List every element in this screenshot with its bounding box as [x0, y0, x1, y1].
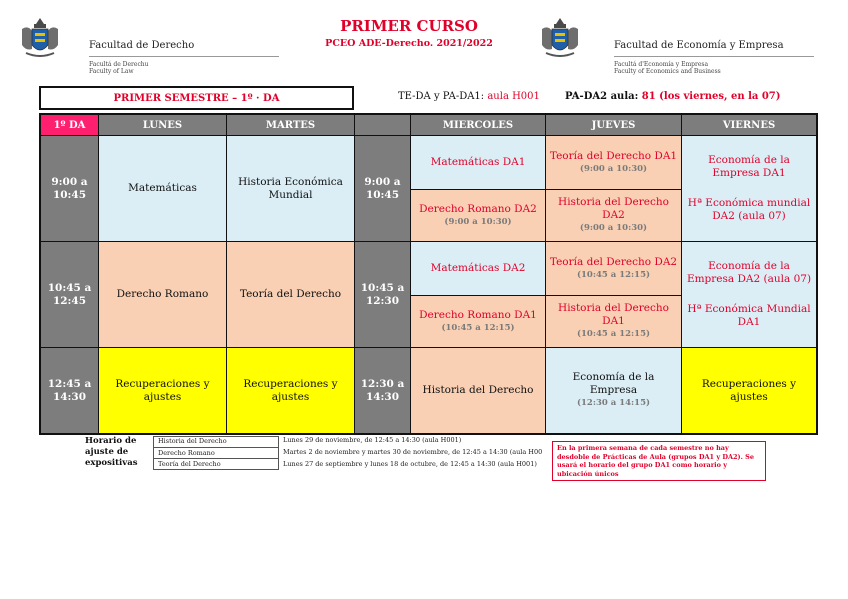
day-header-viernes: VIERNES [682, 115, 816, 135]
adjustment-subjects [153, 436, 279, 470]
adjustment-label: Horario de ajuste de expositivas [85, 436, 138, 468]
adjustment-date-3: Lunes 27 de septiembre y lunes 18 de octubre, de 12:45 a 14:30 (aula H001) [283, 460, 537, 468]
time-slot-3-right: 12:30 a 14:30 [355, 348, 410, 433]
adjustment-subject-1: Historia del Derecho [158, 437, 227, 445]
class-fri-1b: Hª Económica mundial DA2 (aula 07) [687, 196, 811, 222]
time-slot-1-left: 9:00 a 10:45 [41, 136, 98, 241]
time-slot-3-left: 12:45 a 14:30 [41, 348, 98, 433]
adjustment-date-1: Lunes 29 de noviembre, de 12:45 a 14:30 (aula H001) [283, 436, 462, 444]
time-header-right [355, 115, 410, 135]
room2-value: 81 (los viernes, en la 07) [641, 91, 781, 102]
semester-box: PRIMER SEMESTRE – 1º · DA [39, 86, 354, 110]
class-thu-1b [546, 190, 681, 241]
class-thu-2b-title: Historia del Derecho DA1 [558, 302, 669, 327]
class-thu-2b [546, 296, 681, 347]
class-thu-1a-time: (9:00 a 10:30) [579, 163, 648, 174]
subject-divider-1 [154, 447, 278, 448]
right-faculty-name: Facultad de Economía y Empresa [614, 40, 784, 51]
class-thu-2b-time: (10:45 a 12:15) [576, 329, 651, 339]
class-mon-3: Recuperaciones y ajustes [99, 348, 226, 433]
right-header-rule [614, 56, 814, 57]
room-info-2 [565, 91, 780, 102]
room1-value: aula H001 [487, 91, 540, 102]
class-thu-1a [546, 136, 681, 189]
class-tue-3: Recuperaciones y ajustes [227, 348, 354, 433]
adjustment-subject-3: Teoría del Derecho [158, 460, 221, 468]
class-thu-1a-title: Teoría del Derecho DA1 [549, 149, 678, 162]
class-fri-1a: Economía de la Empresa DA1 [708, 154, 790, 180]
room2-label: PA-DA2 aula: [565, 91, 642, 102]
day-header-lunes: LUNES [99, 115, 226, 135]
timetable [39, 113, 818, 435]
class-thu-1b-title: Historia del Derecho DA2 [558, 196, 669, 221]
class-mon-2: Derecho Romano [99, 242, 226, 347]
class-wed-1b [411, 190, 545, 241]
class-thu-3-title: Economía de la Empresa [572, 371, 655, 396]
university-crest-left-icon [18, 15, 62, 61]
class-wed-2b [411, 296, 545, 347]
class-wed-3: Historia del Derecho [411, 348, 545, 433]
adjustment-subject-2: Derecho Romano [158, 449, 215, 457]
subject-divider-2 [154, 458, 278, 459]
class-fri-2 [682, 242, 816, 347]
right-faculty-sub2: Faculty of Economics and Business [614, 68, 721, 75]
group-label: 1º DA [41, 115, 98, 135]
class-mon-1: Matemáticas [99, 136, 226, 241]
adjustment-date-2: Martes 2 de noviembre y martes 30 de noviembre, de 12:45 a 14:30 (aula H00 [283, 448, 543, 456]
class-thu-1b-time: (9:00 a 10:30) [579, 223, 648, 233]
left-faculty-sub2: Faculty of Law [89, 68, 134, 75]
class-thu-2a [546, 242, 681, 295]
class-fri-2a: Economía de la Empresa DA2 (aula 07) [686, 260, 812, 286]
class-wed-1b-title: Derecho Romano DA2 [419, 202, 537, 215]
class-wed-1a: Matemáticas DA1 [411, 136, 545, 189]
university-crest-right-icon [538, 15, 582, 61]
class-thu-3-time: (12:30 a 14:15) [576, 398, 651, 408]
right-faculty-sub1: Facultá d'Economía y Empresa [614, 61, 709, 68]
class-fri-3: Recuperaciones y ajustes [682, 348, 816, 433]
class-tue-2: Teoría del Derecho [227, 242, 354, 347]
day-header-jueves: JUEVES [546, 115, 681, 135]
semester-note: En la primera semana de cada semestre no hay desdoble de Prácticas de Aula (grupos DA1 y DA2). Se usará el horario del grupo DA1 como horario y ubicación únicos [552, 441, 766, 481]
time-slot-2-right: 10:45 a 12:30 [355, 242, 410, 347]
class-wed-2b-time: (10:45 a 12:15) [441, 322, 515, 333]
left-header-rule [89, 56, 279, 57]
class-tue-1: Historia Económica Mundial [227, 136, 354, 241]
class-thu-2a-time: (10:45 a 12:15) [576, 269, 651, 280]
class-wed-2a: Matemáticas DA2 [411, 242, 545, 295]
class-wed-2b-title: Derecho Romano DA1 [419, 308, 537, 321]
room1-label: TE-DA y PA-DA1: [398, 91, 488, 102]
day-header-miercoles: MIERCOLES [411, 115, 545, 135]
class-fri-1 [682, 136, 816, 241]
time-slot-2-left: 10:45 a 12:45 [41, 242, 98, 347]
left-faculty-name: Facultad de Derecho [89, 40, 195, 51]
room-info-1 [398, 91, 540, 102]
class-thu-2a-title: Teoría del Derecho DA2 [549, 255, 678, 268]
class-thu-3 [546, 348, 681, 433]
page-subtitle: PCEO ADE-Derecho. 2021/2022 [325, 38, 493, 49]
class-fri-2b: Hª Económica Mundial DA1 [687, 302, 811, 328]
day-header-martes: MARTES [227, 115, 354, 135]
time-slot-1-right: 9:00 a 10:45 [355, 136, 410, 241]
class-wed-1b-time: (9:00 a 10:30) [444, 216, 512, 227]
page-title: PRIMER CURSO [340, 17, 478, 35]
left-faculty-sub1: Facultá de Derechu [89, 61, 149, 68]
